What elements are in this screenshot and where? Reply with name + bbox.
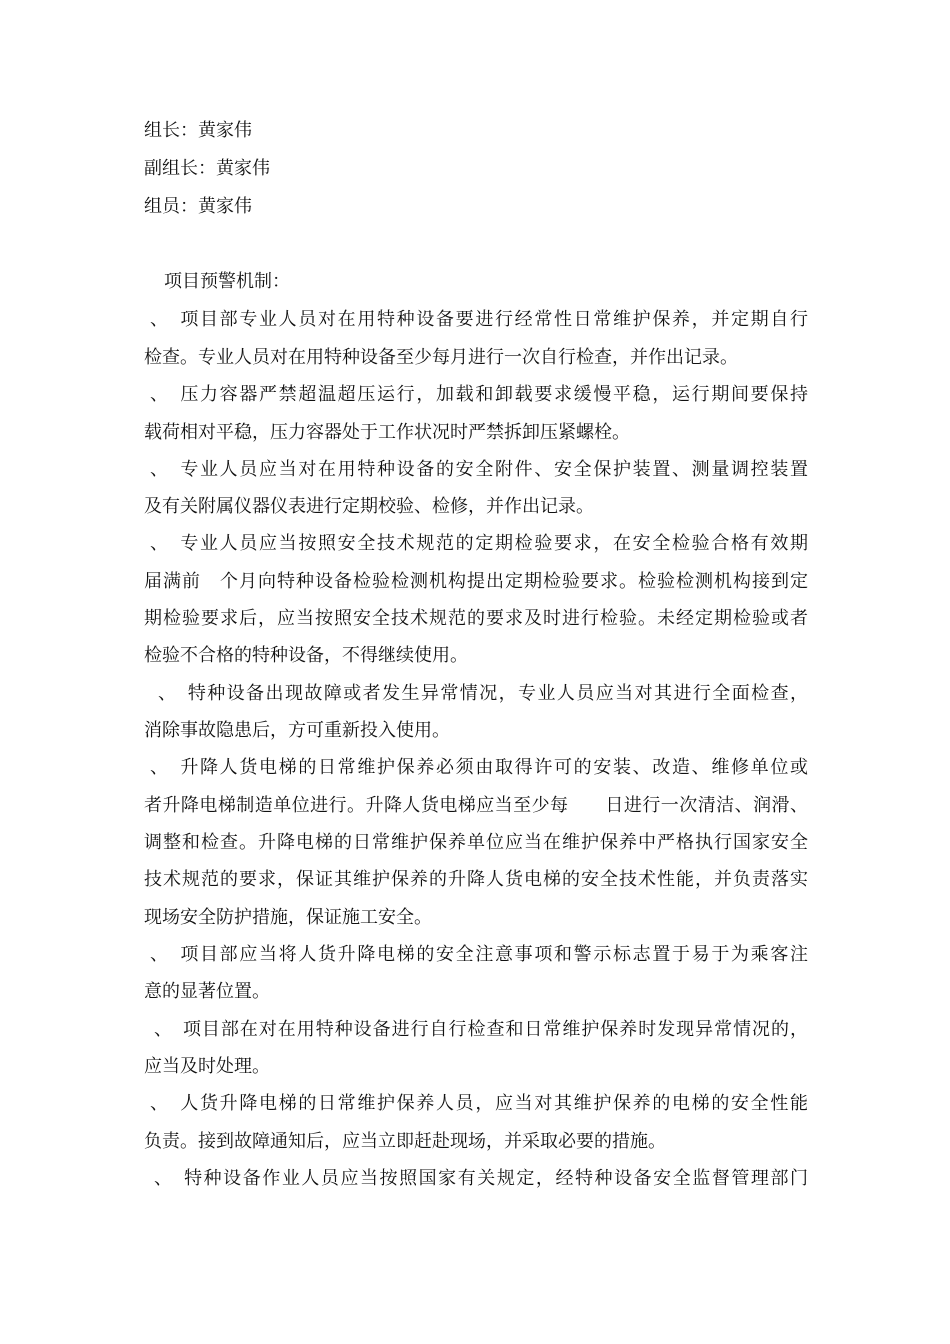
paragraph-line: 意的显著位置。 — [144, 981, 270, 1002]
paragraph-line: 、 人货升降电梯的日常维护保养人员，应当对其维护保养的电梯的安全性能 — [150, 1093, 808, 1114]
paragraph-line: 、 特种设备出现故障或者发生异常情况，专业人员应当对其进行全面检查， — [158, 683, 808, 704]
paragraph-line: 、 专业人员应当对在用特种设备的安全附件、安全保护装置、测量调控装置 — [150, 459, 808, 480]
paragraph-line: 、 压力容器严禁超温超压运行，加载和卸载要求缓慢平稳，运行期间要保持 — [150, 384, 808, 405]
section-title: 项目预警机制： — [164, 271, 290, 292]
paragraph-line: 及有关附属仪器仪表进行定期校验、检修，并作出记录。 — [144, 496, 594, 517]
paragraph-line: 、 项目部专业人员对在用特种设备要进行经常性日常维护保养，并定期自行 — [150, 309, 808, 330]
paragraph-line: 现场安全防护措施，保证施工安全。 — [144, 907, 432, 928]
paragraph-line: 技术规范的要求，保证其维护保养的升降人货电梯的安全技术性能，并负责落实 — [144, 869, 808, 890]
paragraph-line: 届满前 个月向特种设备检验检测机构提出定期检验要求。检验检测机构接到定 — [144, 571, 808, 592]
team-deputy: 副组长：黄家伟 — [144, 158, 270, 179]
paragraph-line: 调整和检查。升降电梯的日常维护保养单位应当在维护保养中严格执行国家安全 — [144, 832, 808, 853]
paragraph-line: 载荷相对平稳，压力容器处于工作状况时严禁拆卸压紧螺栓。 — [144, 422, 630, 443]
paragraph-line: 、 项目部在对在用特种设备进行自行检查和日常维护保养时发现异常情况的， — [154, 1019, 808, 1040]
team-member: 组员：黄家伟 — [144, 196, 252, 217]
paragraph-line: 负责。接到故障通知后，应当立即赶赴现场，并采取必要的措施。 — [144, 1131, 666, 1152]
paragraph-line: 消除事故隐患后，方可重新投入使用。 — [144, 720, 450, 741]
paragraph-line: 、 升降人货电梯的日常维护保养必须由取得许可的安装、改造、维修单位或 — [150, 757, 808, 778]
paragraph-line: 检查。专业人员对在用特种设备至少每月进行一次自行检查，并作出记录。 — [144, 347, 738, 368]
team-leader: 组长：黄家伟 — [144, 120, 252, 141]
paragraph-line: 、 项目部应当将人货升降电梯的安全注意事项和警示标志置于易于为乘客注 — [150, 944, 808, 965]
paragraph-line: 应当及时处理。 — [144, 1056, 270, 1077]
paragraph-line: 、 专业人员应当按照安全技术规范的定期检验要求，在安全检验合格有效期 — [150, 533, 808, 554]
paragraph-line: 检验不合格的特种设备，不得继续使用。 — [144, 645, 468, 666]
paragraph-line: 期检验要求后，应当按照安全技术规范的要求及时进行检验。未经定期检验或者 — [144, 608, 808, 629]
paragraph-line: 者升降电梯制造单位进行。升降人货电梯应当至少每 日进行一次清洁、润滑、 — [144, 795, 808, 816]
paragraph-line: 、 特种设备作业人员应当按照国家有关规定，经特种设备安全监督管理部门 — [154, 1168, 808, 1189]
